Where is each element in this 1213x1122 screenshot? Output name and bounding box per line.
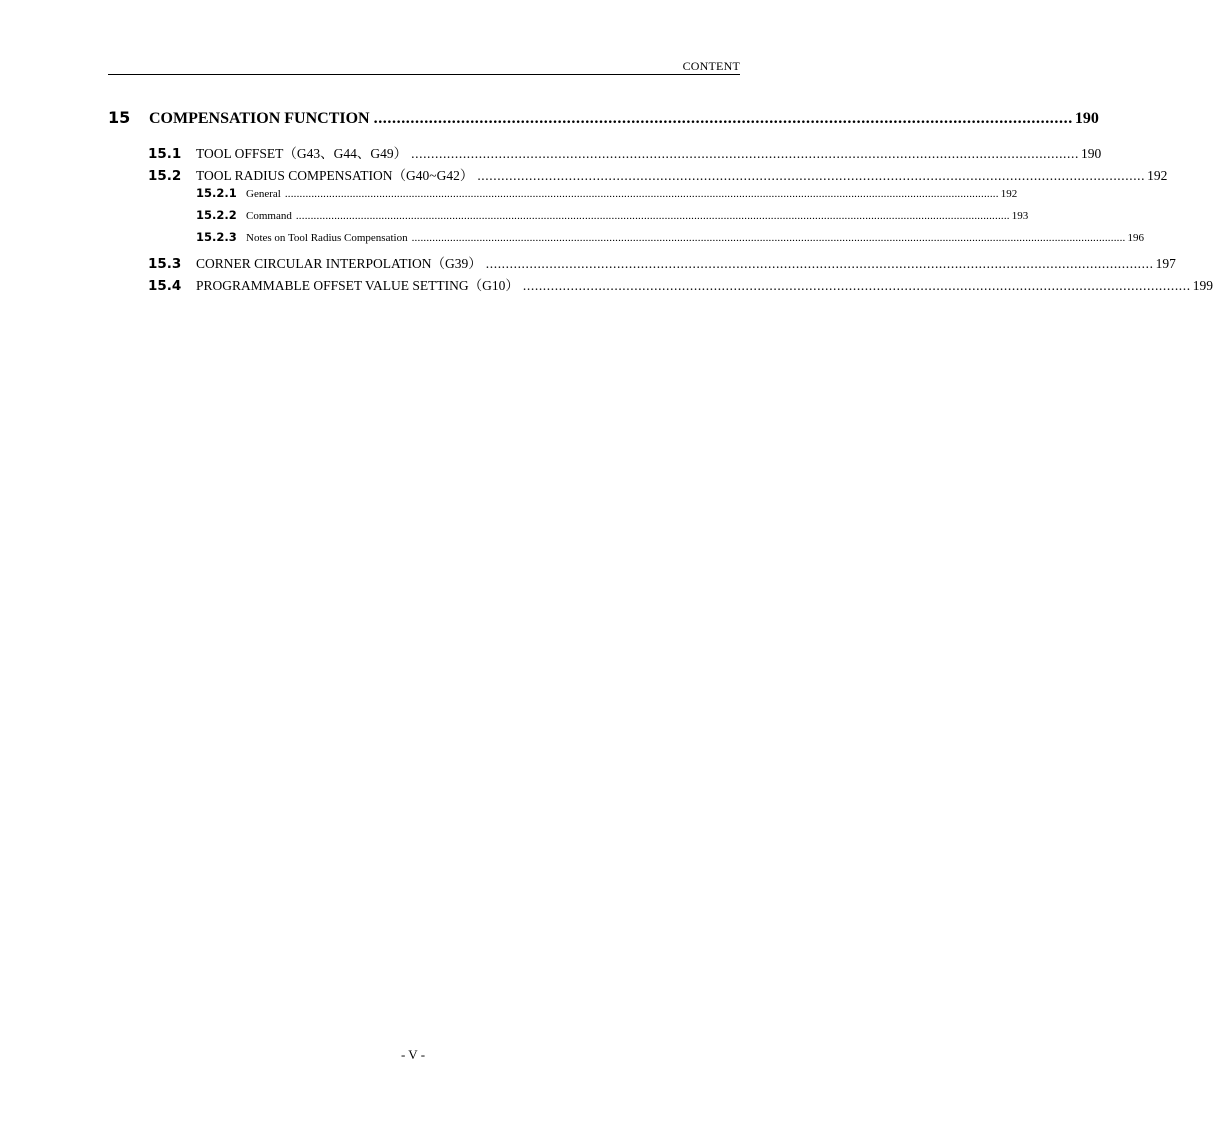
toc-leader: ........................................................................................................................................................................ [477,168,1146,183]
toc-page-number: 190 [1080,146,1102,161]
toc-leader: ........................................................................................................................................................................ [411,146,1079,161]
table-of-contents [108,108,1213,296]
toc-title: Command [246,210,292,222]
toc-title: COMPENSATION FUNCTION [149,110,370,127]
toc-section-15-4[interactable] [108,274,1213,296]
toc-page-number: 196 [1127,232,1144,244]
toc-section-15-1[interactable] [108,142,1102,164]
toc-title: General [246,188,281,200]
toc-leader: ........................................................................................................................................................................ [522,278,1191,293]
toc-subsection-15-2-2[interactable] [108,208,1029,230]
toc-title: PROGRAMMABLE OFFSET VALUE SETTING（G10） [196,278,519,293]
toc-number: 15.4 [148,278,182,294]
toc-section-15-3[interactable] [108,252,1176,274]
toc-title: CORNER CIRCULAR INTERPOLATION（G39） [196,256,482,271]
running-header: CONTENT [682,59,740,73]
toc-subsection-15-2-3[interactable] [108,230,1144,252]
toc-page-number: 192 [1000,188,1018,200]
toc-title: TOOL OFFSET（G43、G44、G49） [196,146,408,161]
toc-page-number: 197 [1155,256,1176,271]
toc-page-number: 190 [1074,110,1099,127]
toc-number: 15 [108,108,131,127]
toc-number: 15.2.1 [196,186,237,200]
page-number-footer: - V - [400,1047,426,1062]
toc-leader: .................................................................................................................................................................................................................................................. [284,188,999,200]
toc-number: 15.3 [148,256,182,272]
toc-leader: ........................................................................................................................................................ [373,110,1073,127]
toc-subsection-15-2-1[interactable] [108,186,1018,208]
toc-page-number: 192 [1147,168,1168,183]
toc-title: Notes on Tool Radius Compensation [246,232,408,244]
toc-section-15-2[interactable] [108,164,1168,186]
toc-page-number: 193 [1011,210,1029,222]
toc-number: 15.2.2 [196,208,237,222]
toc-leader: ........................................................................................................................................................................ [485,256,1154,271]
header-divider [108,74,740,75]
toc-number: 15.1 [148,146,182,162]
toc-number: 15.2.3 [196,230,237,244]
toc-page-number: 199 [1192,278,1213,293]
toc-leader: .................................................................................................................................................................................................................................................. [411,232,1126,244]
toc-chapter-15[interactable] [108,108,1099,136]
toc-number: 15.2 [148,168,182,184]
toc-leader: .................................................................................................................................................................................................................................................. [295,210,1010,222]
toc-title: TOOL RADIUS COMPENSATION（G40~G42） [196,168,474,183]
